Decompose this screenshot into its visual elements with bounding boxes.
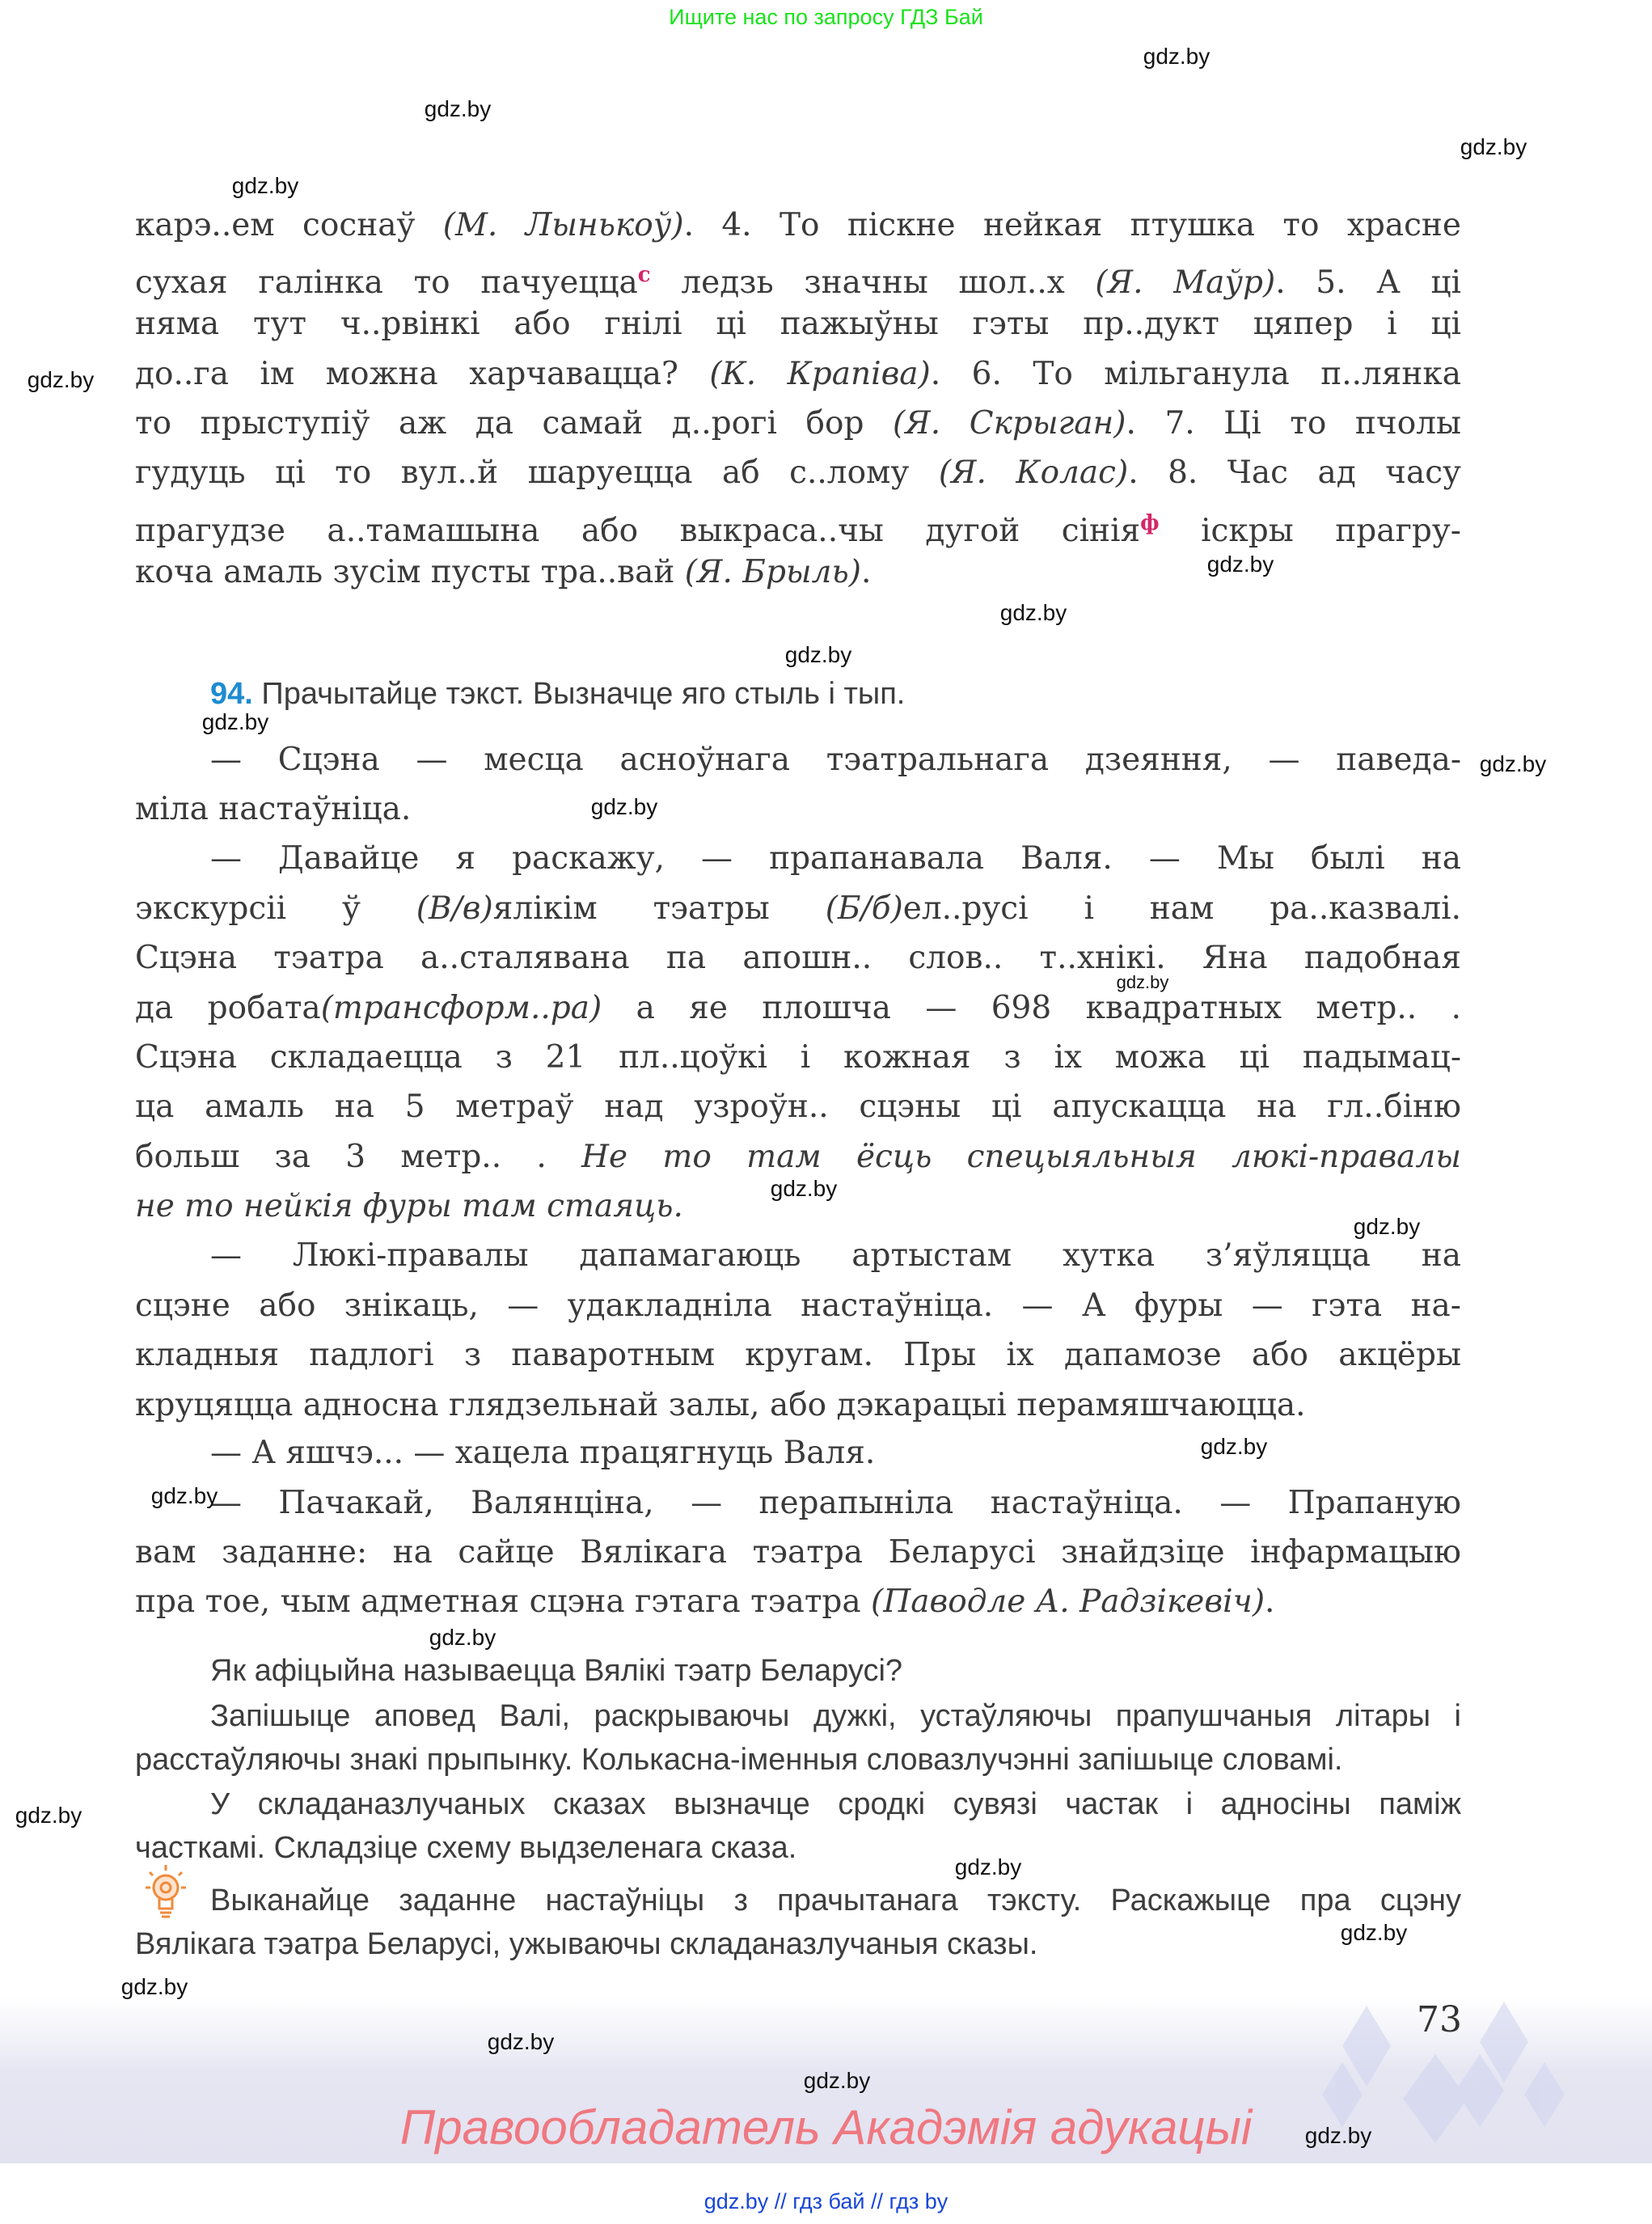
italic-text: (М. Лынькоў) bbox=[442, 207, 684, 243]
text-line bbox=[210, 1431, 1461, 1476]
text-line bbox=[135, 302, 1461, 347]
text-line bbox=[135, 1035, 1461, 1080]
task-line: Вялікага тэатра Беларусі, ужываючы складаназлучаныя сказы. bbox=[135, 1927, 1038, 1961]
text-segment: . 7. Ці то пчолы bbox=[1126, 405, 1462, 442]
watermark: gdz.by bbox=[1460, 134, 1527, 159]
text-line bbox=[135, 401, 1461, 446]
text-segment: — А яшчэ... — хацела працягнуць Валя. bbox=[210, 1435, 876, 1471]
task-line: Як афіцыйна называецца Вялікі тэатр Беларусі? bbox=[210, 1654, 903, 1688]
text-segment: — Сцэна — месца асноўнага тэатральнага дзеяння, — паведа- bbox=[210, 742, 1461, 778]
italic-text: (Паводле А. Радзікевіч) bbox=[871, 1583, 1265, 1620]
watermark: gdz.by bbox=[15, 1803, 82, 1828]
watermark: gdz.by bbox=[1340, 1920, 1408, 1945]
italic-text: (Я. Скрыган) bbox=[893, 405, 1126, 442]
search-banner: Ищите нас по запросу ГДЗ Бай bbox=[669, 5, 983, 29]
italic-text: (Я. Колас) bbox=[938, 455, 1129, 491]
text-line bbox=[135, 886, 1461, 932]
text-line bbox=[135, 1135, 1461, 1180]
watermark: gdz.by bbox=[999, 600, 1067, 625]
superscript-mark: ф bbox=[1140, 511, 1160, 535]
text-line bbox=[135, 1579, 1461, 1625]
text-segment: да робата bbox=[135, 990, 321, 1026]
superscript-mark: с bbox=[637, 263, 651, 287]
watermark: gdz.by bbox=[201, 709, 269, 734]
watermark: gdz.by bbox=[1304, 2123, 1372, 2148]
text-segment: экскурсіі ў bbox=[135, 890, 416, 927]
watermark: gdz.by bbox=[424, 96, 492, 121]
watermark: gdz.by bbox=[1479, 751, 1547, 776]
task-line: расстаўляючы знакі прыпынку. Колькасна-іменныя словазлучэнні запішыце словамі. bbox=[135, 1743, 1343, 1777]
text-segment: Сцэна тэатра а..сталявана па апошн.. слов.. т..хнікі. Яна падобная bbox=[135, 940, 1461, 976]
text-line bbox=[135, 1530, 1461, 1575]
text-line bbox=[135, 203, 1461, 248]
italic-text: (Б/б) bbox=[825, 890, 903, 927]
watermark: gdz.by bbox=[231, 173, 299, 198]
text-line bbox=[210, 1233, 1461, 1279]
bottom-links[interactable]: gdz.by // гдз бай // гдз by bbox=[703, 2189, 949, 2213]
copyright-notice: Правообладатель Акадэмія адукацыі bbox=[399, 2100, 1253, 2154]
text-segment: то прыступіў аж да самай д..рогі бор bbox=[135, 405, 894, 442]
task-line: У складаназлучаных сказах вызначце сродкі сувязі частак і адносіны паміж bbox=[210, 1787, 1461, 1821]
text-segment: а яе плошча — 698 квадратных метр.. . bbox=[602, 990, 1461, 1026]
text-segment: больш за 3 метр.. . bbox=[135, 1139, 582, 1175]
text-line bbox=[135, 1383, 1461, 1428]
watermark: gdz.by bbox=[1206, 552, 1274, 577]
watermark: gdz.by bbox=[1353, 1214, 1421, 1239]
text-segment: Сцэна складаецца з 21 пл..цоўкі і кожная з іх можа ці падымац- bbox=[135, 1039, 1461, 1076]
text-segment: . 8. Час ад часу bbox=[1128, 455, 1462, 491]
exercise-title: Прачытайце тэкст. Вызначце яго стыль і тып. bbox=[261, 677, 906, 711]
text-segment: няма тут ч..рвінкі або гнілі ці пажыўны гэты пр..дукт цяпер і ці bbox=[135, 306, 1461, 342]
italic-text: (Я. Брыль) bbox=[684, 554, 861, 590]
text-segment: сцэне або знікаць, — удакладніла настаўніца. — А фуры — гэта на- bbox=[135, 1287, 1461, 1324]
text-segment: . 4. То піскне нейкая птушка то храсне bbox=[683, 207, 1462, 243]
watermark: gdz.by bbox=[429, 1625, 496, 1650]
exercise-heading bbox=[210, 674, 1461, 714]
watermark: gdz.by bbox=[954, 1854, 1022, 1879]
watermark: gdz.by bbox=[1116, 972, 1169, 992]
page-number: 73 bbox=[1417, 1999, 1462, 2040]
text-segment: ледзь значны шол..х bbox=[650, 264, 1096, 301]
text-line bbox=[135, 1085, 1461, 1130]
watermark: gdz.by bbox=[120, 1974, 188, 1999]
text-line bbox=[135, 1333, 1461, 1378]
text-segment: ел..русі і нам ра..казвалі. bbox=[902, 890, 1461, 927]
watermark: gdz.by bbox=[784, 642, 852, 667]
text-line bbox=[210, 836, 1461, 882]
text-segment: прагудзе а..тамашына або выкраса..чы дугой сінія bbox=[135, 513, 1141, 549]
text-segment: . 6. То мільганула п..лянка bbox=[930, 356, 1461, 392]
text-segment: коча амаль зусім пусты тра..вай bbox=[135, 554, 685, 590]
text-line bbox=[210, 738, 1461, 783]
exercise-number: 94. bbox=[210, 677, 253, 711]
text-segment: вам заданне: на сайце Вялікага тэатра Беларусі знайдзіце інфармацыю bbox=[135, 1534, 1461, 1571]
italic-text: Не то там ёсць спецыяльныя люкі-правалы bbox=[581, 1139, 1461, 1175]
watermark: gdz.by bbox=[150, 1483, 218, 1508]
text-segment: ца амаль на 5 метраў над узроўн.. сцэны ці апускацца на гл..біню bbox=[135, 1089, 1461, 1125]
text-line bbox=[135, 936, 1461, 981]
text-segment: пра тое, чым адметная сцэна гэтага тэатра bbox=[135, 1583, 872, 1620]
text-segment: до..га ім можна харчавацца? bbox=[135, 356, 710, 392]
text-line bbox=[135, 352, 1461, 397]
text-line bbox=[135, 986, 1461, 1031]
text-segment: іскры прагру- bbox=[1159, 513, 1461, 549]
text-segment: круцяцца адносна глядзельнай залы, або дэкарацыі перамяшчаюцца. bbox=[135, 1387, 1306, 1423]
text-line bbox=[135, 1283, 1461, 1329]
text-segment: . bbox=[860, 554, 872, 590]
task-line: часткамі. Складзіце схему выдзеленага сказа. bbox=[135, 1831, 797, 1865]
text-segment: гудуць ці то вул..й шаруецца аб с..лому bbox=[135, 455, 939, 491]
text-line bbox=[135, 787, 1461, 832]
text-line bbox=[135, 501, 1461, 549]
text-segment: карэ..ем соснаў bbox=[135, 207, 443, 243]
text-segment: — Люкі-правалы дапамагаюць артыстам хутка з’яўляцца на bbox=[210, 1237, 1461, 1274]
watermark: gdz.by bbox=[487, 2029, 555, 2054]
task-line: Выканайце заданне настаўніцы з прачытанага тэксту. Раскажыце пра сцэну bbox=[210, 1884, 1461, 1917]
text-segment: . 5. А ці bbox=[1275, 264, 1461, 301]
italic-text: (В/в) bbox=[416, 890, 493, 927]
italic-text: (Я. Маўр) bbox=[1095, 264, 1276, 301]
watermark: gdz.by bbox=[27, 367, 95, 392]
text-line bbox=[135, 252, 1461, 301]
text-segment: — Пачакай, Валянціна, — перапыніла настаўніца. — Прапаную bbox=[210, 1485, 1461, 1521]
text-line bbox=[135, 450, 1461, 496]
lightbulb-icon bbox=[139, 1863, 192, 1925]
text-segment: ялікім тэатры bbox=[492, 890, 826, 927]
text-segment: сухая галінка то пачуецца bbox=[135, 264, 638, 301]
text-segment: — Давайце я раскажу, — прапанавала Валя. — Мы былі на bbox=[210, 840, 1461, 877]
italic-text: (К. Крапіва) bbox=[709, 356, 931, 392]
watermark: gdz.by bbox=[770, 1176, 838, 1201]
italic-text: не то нейкія фуры там стаяць. bbox=[135, 1188, 683, 1224]
watermark: gdz.by bbox=[1143, 44, 1210, 69]
text-line bbox=[210, 1481, 1461, 1526]
text-segment: . bbox=[1265, 1583, 1275, 1620]
text-segment: кладныя падлогі з паваротным кругам. Пры іх дапамозе або акцёры bbox=[135, 1337, 1461, 1373]
watermark: gdz.by bbox=[1200, 1434, 1268, 1459]
italic-text: (трансформ..ра) bbox=[320, 990, 602, 1026]
watermark: gdz.by bbox=[803, 2068, 871, 2093]
text-segment: міла настаўніца. bbox=[135, 791, 412, 827]
watermark: gdz.by bbox=[590, 794, 658, 819]
task-line: Запішыце аповед Валі, раскрываючы дужкі, устаўляючы прапушчаныя літары і bbox=[210, 1699, 1461, 1733]
